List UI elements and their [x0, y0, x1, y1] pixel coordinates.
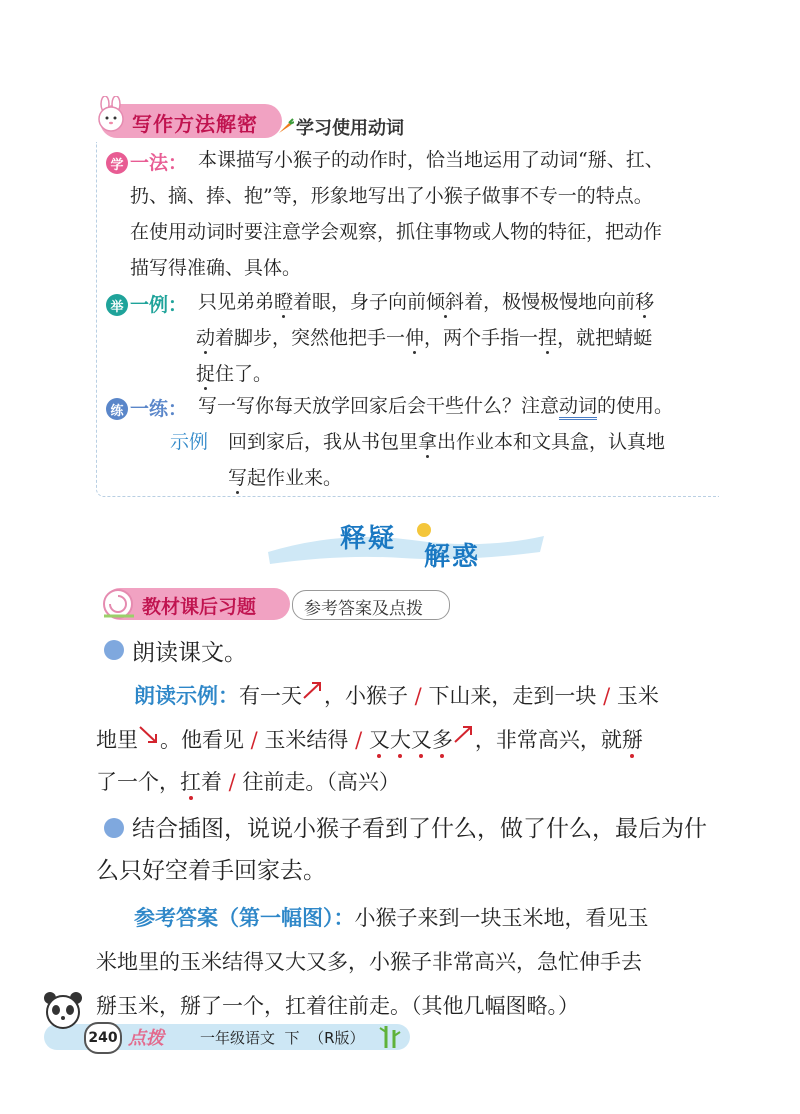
snail-icon	[96, 582, 140, 622]
learn-line-2: 扔、摘、捧、抱”等，形象地写出了小猴子做事不专一的特点。	[130, 185, 653, 207]
sample-line-1: 回到家后，我从书包里拿出作业本和文具盒，认真地	[228, 431, 666, 453]
question-bullet-icon	[104, 818, 124, 838]
section-title: 写作方法解密	[132, 112, 258, 136]
banner-brush-icon	[262, 522, 548, 570]
example-tag-icon: 举	[106, 294, 128, 316]
sample-label: 示例	[170, 431, 209, 453]
carrot-icon	[276, 118, 294, 136]
example-line-1: 只见弟弟瞪着眼，身子向前倾斜着，极慢极慢地向前移	[198, 291, 655, 313]
banner-part-1: 释疑	[340, 524, 397, 554]
answer-line-1: 参考答案（第一幅图）：小猴子来到一块玉米地，看见玉	[134, 906, 649, 930]
answer-line-3: 掰玉米，掰了一个，扛着往前走。（其他几幅图略。）	[96, 994, 579, 1018]
learn-line-3: 在使用动词时要注意学会观察，抓住事物或人物的特征，把动作	[130, 221, 663, 243]
book-title: 一年级语文 下 （R版）	[200, 1029, 365, 1047]
section-subtitle: 学习使用动词	[296, 118, 404, 139]
page-number: 240	[84, 1022, 122, 1054]
exercises-subtitle: 参考答案及点拨	[304, 599, 423, 619]
practice-line: 写一写你每天放学回家后会干些什么？注意动词的使用。	[198, 394, 673, 418]
bunny-icon	[92, 96, 130, 134]
reading-line-1: 朗读示例：有一天 ，小猴子 / 下山来，走到一块 / 玉米	[134, 680, 659, 710]
banner-part-2: 解惑	[424, 542, 481, 572]
practice-label: 一练：	[130, 398, 188, 420]
question-2-line-2: 么只好空着手回家去。	[96, 858, 326, 884]
practice-tag-icon: 练	[106, 398, 128, 420]
reading-line-3: 了一个，扛着 / 往前走。（高兴）	[96, 770, 400, 794]
question-2-line-1: 结合插图，说说小猴子看到了什么，做了什么，最后为什	[132, 816, 707, 842]
example-line-3: 捉住了。	[196, 363, 273, 385]
learn-line-1: 本课描写小猴子的动作时，恰当地运用了动词“掰、扛、	[198, 149, 664, 171]
brand-logo: 点拨	[128, 1028, 164, 1049]
exercises-title: 教材课后习题	[142, 596, 257, 618]
reading-line-2: 地里 。他看见 / 玉米结得 / 又大又多 ，非常高兴，就掰	[96, 724, 643, 754]
rising-arrow-icon	[302, 680, 324, 700]
learn-line-4: 描写得准确、具体。	[130, 257, 302, 279]
learn-label: 一法：	[130, 152, 188, 174]
panda-icon	[40, 988, 86, 1034]
example-line-2: 动着脚步，突然他把手一伸，两个手指一捏，就把蜻蜓	[196, 327, 653, 349]
sample-line-2: 写起作业来。	[228, 467, 343, 489]
question-bullet-icon	[104, 640, 124, 660]
question-1: 朗读课文。	[132, 640, 247, 666]
rising-arrow-icon	[453, 724, 475, 744]
example-label: 一例：	[130, 294, 188, 316]
learn-tag-icon: 学	[106, 152, 128, 174]
falling-arrow-icon	[138, 724, 160, 744]
bamboo-icon	[378, 1024, 402, 1050]
answer-line-2: 米地里的玉米结得又大又多，小猴子非常高兴，急忙伸手去	[96, 950, 642, 974]
